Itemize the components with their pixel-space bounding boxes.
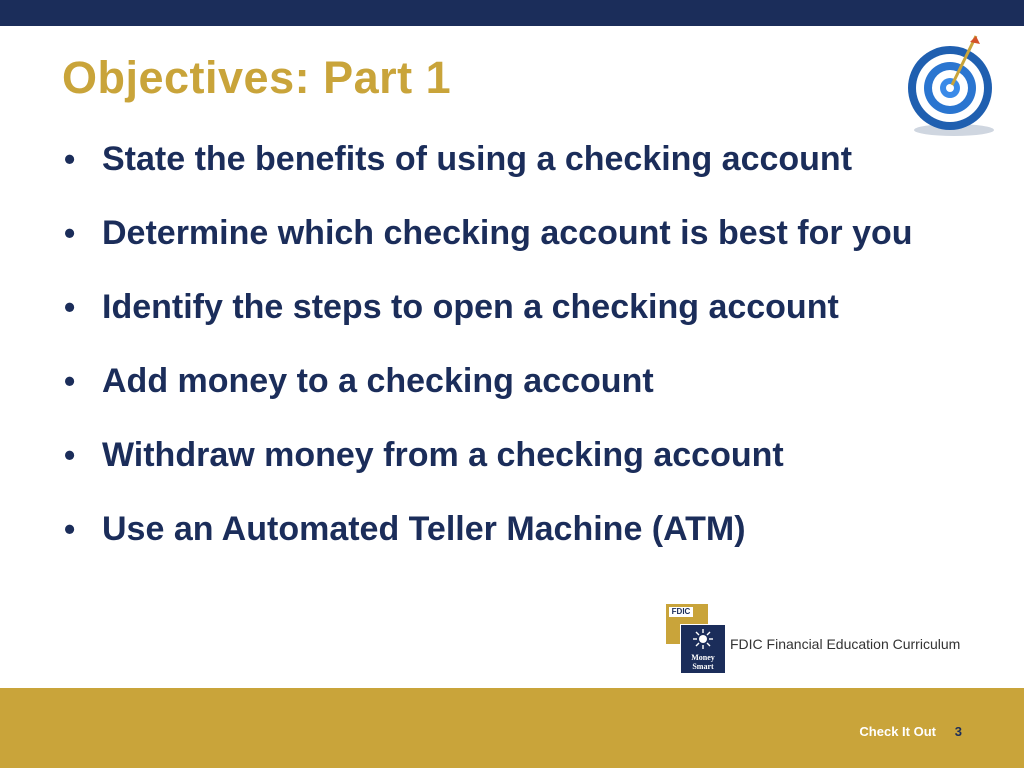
top-banner-bar — [0, 0, 1024, 26]
objective-text: State the benefits of using a checking account — [102, 140, 853, 178]
footer-band — [0, 688, 1024, 768]
list-item — [62, 136, 992, 182]
objectives-list — [62, 136, 992, 580]
objective-text: Withdraw money from a checking account — [102, 436, 784, 474]
bullet-dot: • — [64, 141, 76, 177]
list-item — [62, 210, 992, 256]
bullet-dot: • — [64, 289, 76, 325]
sun-icon — [693, 629, 713, 649]
objective-text: Identify the steps to open a checking account — [102, 288, 839, 326]
footer-section-label: Check It Out — [859, 724, 936, 739]
money-smart-line-2: Smart — [692, 662, 714, 671]
objective-text: Determine which checking account is best for you — [102, 214, 913, 252]
page-number: 3 — [954, 724, 962, 739]
bullet-dot: • — [64, 437, 76, 473]
bullet-dot: • — [64, 363, 76, 399]
curriculum-label: FDIC Financial Education Curriculum — [730, 636, 961, 652]
dartboard-target-icon — [904, 30, 1004, 140]
bullet-dot: • — [64, 511, 76, 547]
bullet-dot: • — [64, 215, 76, 251]
list-item — [62, 506, 992, 552]
money-smart-wordmark — [681, 653, 725, 671]
objective-text: Use an Automated Teller Machine (ATM) — [102, 510, 746, 548]
list-item — [62, 358, 992, 404]
list-item — [62, 432, 992, 478]
fdic-tag: FDIC — [669, 607, 693, 617]
fdic-money-smart-logo — [666, 604, 986, 674]
money-smart-line-1: Money — [691, 653, 715, 662]
objective-text: Add money to a checking account — [102, 362, 654, 400]
slide-title: Objectives: Part 1 — [62, 52, 452, 103]
list-item — [62, 284, 992, 330]
money-smart-logo — [680, 624, 726, 674]
